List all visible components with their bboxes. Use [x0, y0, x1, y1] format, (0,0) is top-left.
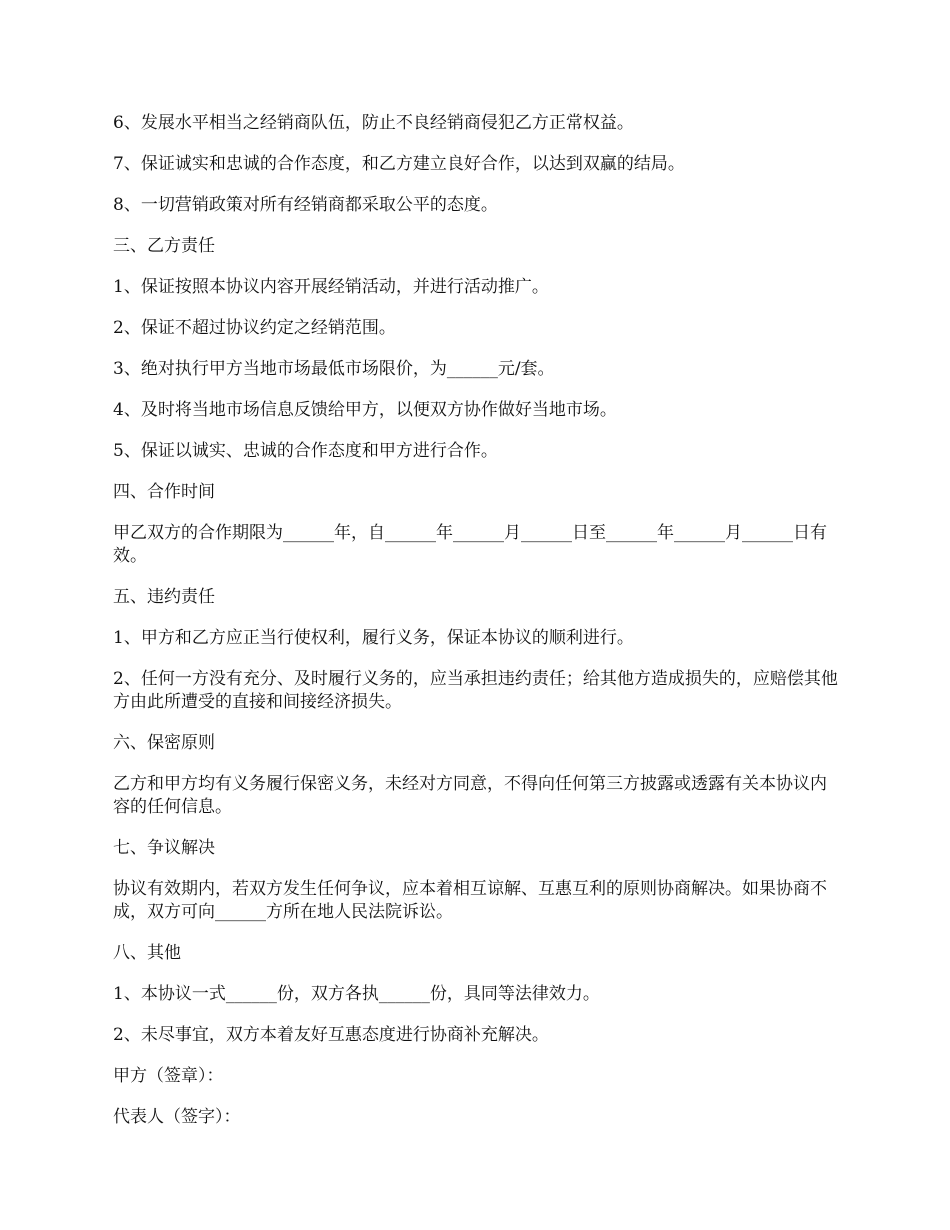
other-item-2: 2、未尽事宜，双方本着友好互惠态度进行协商补充解决。 [113, 1025, 549, 1045]
document-body [113, 112, 841, 1129]
party-b-item-3: 3、绝对执行甲方当地市场最低市场限价，为______元/套。 [113, 359, 555, 379]
party-b-item-1: 1、保证按照本协议内容开展经销活动，并进行活动推广。 [113, 277, 549, 297]
breach-item-2: 2、任何一方没有充分、及时履行义务的，应当承担违约责任；给其他方造成损失的，应赔偿其他方由此所遭受的直接和间接经济损失。 [113, 669, 838, 712]
party-b-item-2: 2、保证不超过协议约定之经销范围。 [113, 318, 396, 338]
representative-signature-line: 代表人（签字）： [113, 1107, 241, 1127]
section-heading-other: 八、其他 [113, 943, 181, 963]
dispute-resolution-text: 协议有效期内，若双方发生任何争议，应本着相互谅解、互惠互利的原则协商解决。如果协商不成，双方可向______方所在地人民法院诉讼。 [113, 879, 827, 922]
section-heading-cooperation-term: 四、合作时间 [113, 482, 215, 502]
other-item-1: 1、本协议一式______份，双方各执______份，具同等法律效力。 [113, 984, 600, 1004]
breach-item-1: 1、甲方和乙方应正当行使权利，履行义务，保证本协议的顺利进行。 [113, 628, 634, 648]
party-b-item-5: 5、保证以诚实、忠诚的合作态度和甲方进行合作。 [113, 441, 498, 461]
party-a-seal-line: 甲方（签章）： [113, 1066, 224, 1086]
party-b-item-4: 4、及时将当地市场信息反馈给甲方，以便双方协作做好当地市场。 [113, 400, 617, 420]
paragraph-item-8: 8、一切营销政策对所有经销商都采取公平的态度。 [113, 195, 498, 215]
confidentiality-text: 乙方和甲方均有义务履行保密义务，未经对方同意，不得向任何第三方披露或透露有关本协议内容的任何信息。 [113, 774, 827, 817]
paragraph-item-6: 6、发展水平相当之经销商队伍，防止不良经销商侵犯乙方正常权益。 [113, 113, 634, 133]
paragraph-item-7: 7、保证诚实和忠诚的合作态度，和乙方建立良好合作，以达到双赢的结局。 [113, 154, 685, 174]
section-heading-party-b-duties: 三、乙方责任 [113, 236, 215, 256]
section-heading-breach-liability: 五、违约责任 [113, 587, 215, 607]
section-heading-dispute-resolution: 七、争议解决 [113, 838, 215, 858]
section-heading-confidentiality: 六、保密原则 [113, 733, 215, 753]
cooperation-term-text: 甲乙双方的合作期限为______年，自______年______月______日至______年______月______日有效。 [113, 523, 827, 566]
